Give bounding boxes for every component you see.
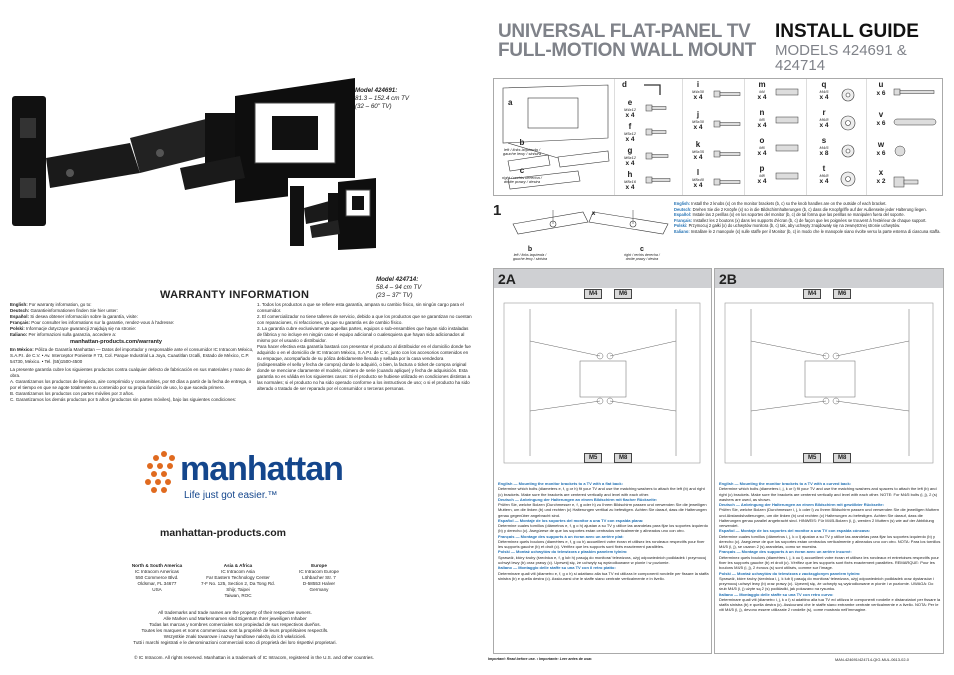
part-p: p M8 x 4 — [757, 164, 767, 186]
step-2b-number: 2B — [719, 271, 737, 287]
spacers-icon — [774, 85, 804, 193]
trademark-notice: All trademarks and trade names are the property of their respective owners. Alle Marken und Markennamen sind Eigentum Ihrer jeweiligen Inhaber Todas las marcas y nombres comerciales son propiedad de sus respectivos dueños. Toutes les marques et noms commerciaux sont la propriété de leurs propriétaires respectifs. Wszystkie znaki towarowe i nazwy handlowe należą do ich właścicieli. Tutti i marchi registrati e le denominazioni commerciali sono di proprietà dei loro rispettivi proprietari. — [133, 610, 337, 645]
tag-m5-2a: M5 — [584, 453, 602, 463]
part-u: u x 6 — [876, 80, 886, 97]
warranty-column-1 — [10, 302, 255, 403]
tag-m4-2a: M4 — [584, 289, 602, 299]
warranty-line-pl: Polski: Informacje dotyczące gwarancji znajdują się na stronie: — [10, 325, 137, 331]
office-americas: North & South America IC Intracom Americas 550 Commerce Blvd. Oldsmar, FL 34677 USA — [131, 563, 183, 592]
step-2b-instructions — [719, 481, 941, 613]
step-2a-instructions — [498, 481, 709, 581]
model-424714-size-in: (23 – 37" TV) — [376, 291, 413, 299]
step1-c-label: c right / rechts derecha / droite prawy / destra — [624, 246, 660, 261]
guide-title: UNIVERSAL FLAT-PANEL TV FULL-MOTION WALL MOUNT — [498, 21, 756, 61]
step-2a-fr: Français — Montage des supports à un écran avec un arrière plat: Déterminez quels boulons (diamètres e, f, g ou h) accueillent votre écran et utilisez les rondeaux respectifs pour fixer les supports gauche (b) et droit (c). Vérifiez que les supports sont fixés exactement parallèles. — [498, 533, 705, 550]
step-2a-de: Deutsch — Anbringung der Halterungen an einem Bildschirm mit flacher Rückseite: Prüfen Sie, welche Bolzen (Durchmesser e, f, g oder h) zu Ihrem Bildschirm passen und verwenden Sie die jeweiligen Muttern, um die linken (b) und rechten (c) Halterungen vertikal zu befestigen. Achten Sie darauf, dass die Halterungen genau gegenüber angebracht sind. — [498, 496, 707, 518]
step-2a-drawing — [500, 301, 706, 467]
footer-note: Important: Read before use. • Importante: Leer antes de usar. — [488, 657, 593, 661]
warranty-cond-3: 3. La garantía cubre exclusivamente aquellas partes, equipos o sub-ensambles que hayan sido instaladas de fábrica y no incluye en ningún caso el equipo adicional o cualesquiera que hayan sido adicionados al mismo por el usuario o distribuidor. — [257, 325, 469, 343]
part-m: m M4 x 4 — [757, 80, 767, 102]
parts-col-2 — [682, 79, 704, 195]
warranty-title: WARRANTY INFORMATION — [160, 289, 310, 301]
model-424714-caption — [376, 276, 466, 299]
part-v: v x 6 — [876, 110, 886, 127]
part-n: n M5 x 4 — [757, 108, 767, 130]
tag-m8-2b: M8 — [833, 453, 851, 463]
step-2b-de: Deutsch — Anbringung der Halterungen an einem Bildschirm mit gewölbter Rückseite: Prüfen Sie, welche Bolzen (Durchmesser i, j, k oder l) zu Ihrem Bildschirm passen und verwenden Sie die jeweiligen Muttern und Abstandshalterungen, um die linken (b) und rechten (c) Halterungen zu befestigen. Achten Sie darauf, dass die Halterungen genau parallel angebracht sind. HINWEIS: Für M4/5-Bolzen (i, j), werden 2 Muttern (s) wie auf der Abbildung verwendet. — [719, 502, 940, 529]
warranty-cond-2: 2. El comercializador no tiene talleres de servicio, debido a que los productos que se garantizan no cuentan con reparaciones, ni refacciones, ya que su garantía es de cambio físico. — [257, 313, 472, 325]
step-2a-en: English — Mounting the monitor brackets to a TV with a flat back: Determine which bolts (diameters e, f, g or h) fit your TV and use the matching washers to attach the left (b) and right (c) brackets. Make sure the brackets are centered vertically and level with each other. — [498, 481, 705, 497]
parts-col-3 — [744, 79, 767, 195]
warranty-list-c: C. Garantizamos los demás productos por 5 años (productos sin partes móviles), bajo las siguientes condiciones: — [10, 397, 237, 403]
step-2b-drawing — [721, 301, 939, 467]
document-code: MAN-424691/424714-QIG-MUL-0613-02-0 — [835, 657, 909, 662]
warranty-line-it: Italiano: Per informazioni sulla garanzia, accedere a: — [10, 331, 117, 337]
parts-col-5 — [866, 79, 886, 195]
part-i: i M4x30 x 4 — [691, 80, 704, 102]
step-2a-it: Italiano — Montaggio delle staffe su una TV con il retro piatto: Determinare quali viti (diametro e, f, g o h) si adattano alla tua TV ed utilizza le componenti rondelle per fissare la staffa sinistra (b) e quella destra (c). Assicurarsi che le staffe siano centrate verticalmente e in livello. — [498, 565, 709, 581]
tag-m4-2b: M4 — [803, 289, 821, 299]
parts-col-4 — [806, 79, 829, 195]
part-x: x x 2 — [876, 168, 886, 185]
warranty-list-b: B. Garantizamos los productos con partes móviles por 3 años. — [10, 391, 135, 397]
manhattan-logo — [142, 446, 342, 508]
hex-key-icon — [642, 83, 664, 97]
step-2a-header — [494, 269, 711, 288]
part-c: c right / rechts derecha / droite prawy / destra — [502, 166, 542, 185]
part-r: r M6/8 x 4 — [819, 108, 829, 130]
washers-icon — [836, 85, 866, 193]
part-w: w x 6 — [876, 140, 886, 157]
step1-x-label: x — [592, 211, 596, 217]
warranty-line-en: English: For warranty information, go to: — [10, 302, 92, 307]
step-2b-en: English — Mounting the monitor brackets to a TV with a curved back: Determine which bolts (diameters i, j, k or l) fit your TV and use the matching washers and spacers to attach the left (b) and right (c) brackets. Make sure the brackets are centered vertically and level with each other. NOTE: For M4/5 bolts (i, j), 2 (s) washers are used, as shown. — [719, 481, 938, 502]
tag-m8-2a: M8 — [614, 453, 632, 463]
part-d: d — [622, 80, 627, 89]
step1-en: English: Install the 2 knobs (x) on the monitor brackets (b, c) so the knob handles are on the outside of each bracket. — [674, 201, 887, 206]
step-2b-it: Italiano — Montaggio delle staffe su una TV con retro curvo: Determinare quali viti (diametro i, j, k o l) si adattino alla tua TV ed utilizza le componenti rondelle e distanziatori per fissare la staffa sinistra (b) e quella destra (c). Assicurarsi che le staffe siano entrambe centrate verticalmente e a livello. NOTA: Per le viti M4/5 (i, j), devono essere utilizzate 2 rondelle (s), come mostrato nell'immagine. — [719, 591, 941, 613]
parts-col-1 — [614, 79, 636, 195]
part-e: e M4x12 x 4 — [623, 98, 636, 120]
step-2a-pl: Polski — Montaż uchwytów do telewizora z płaskim panelem tylnim: Sprawdź, który śruby (średnica e, f, g lub h) pasują do monitora/ telewizora, użyj odpowiednich podkładek i przymocuj uchwyt lewy (b) oraz prawy (c). Upewnij się, że uchwyty są wyśrodkowane w pionie i w poziomie. — [498, 549, 707, 565]
warranty-line-es: Español: Si desea obtener información sobre la garantía, visite: — [10, 313, 138, 319]
products-url[interactable]: manhattan-products.com — [160, 527, 287, 539]
step1-fr: Français: Installez les 2 boutons (x) dans les supports d'écran (b, c) de façon que les poignées se trouvent à l'extérieur de chaque support. — [674, 217, 927, 223]
part-g: g M6x12 x 4 — [623, 146, 636, 168]
part-h: h M8x16 x 4 — [623, 170, 636, 192]
step1-instructions — [674, 201, 944, 234]
step-2b-header — [715, 269, 943, 288]
warranty-mexico-2: La presente garantía cubre los siguientes productos contra cualquier defecto de fabricación en sus materiales y mano de obra. — [10, 367, 251, 379]
warranty-mexico: En México: Póliza de Garantía Manhattan — Datos del importador y responsable ante el consumidor IC Intracom México, S.A.P.I. de C.V. • Av. Interceptor Poniente # 73, Col. Parque Industrial La Joya, Cuautitlan Izcalli, Estado de México, C.P. 54730, México. • Tel. (55)1500-4500 — [10, 347, 254, 365]
step-2b-fr: Français — Montage des supports à un écran avec un arrière incurvé: Déterminez quels boulons (diamètres i, j, k ou l) accueillent votre écran et utilisez les rondeaux et entretoises respectifs pour fixer les supports gauche (b) et droit (c). Vérifiez que les supports sont fixés exactement parallèles. REMARQUE: Pour les boulons M4/5 (i, j), 2 écrous (s) sont utilisés, comme sur l'image. — [719, 549, 939, 571]
step1-es: Español: Instale las 2 perillas (x) en los soportes del monitor (b, c) de tal forma que las perillas se manipulen fuera del soporte. — [674, 212, 905, 218]
warranty-line-fr: Français: Pour consulter les informations sur la garantie, rendez-vous à l'adresse: — [10, 319, 175, 325]
office-europe: Europe IC Intracom Europe Löhbacher Str. 7 D-58553 Halver Germany — [299, 563, 339, 592]
warranty-cond-1: 1. Todos los productos a que se refiere esta garantía, ampara su cambio físico, sin ningún cargo para el consumidor. — [257, 302, 464, 313]
part-q: q M4/5 x 4 — [819, 80, 829, 102]
model-424714-title: Model 424714: — [376, 276, 419, 283]
part-o: o M6 x 4 — [757, 136, 767, 158]
warranty-url[interactable]: manhattan-products.com/warranty — [70, 338, 163, 345]
part-j: j M5x30 x 4 — [691, 110, 704, 132]
part-k: k M6x35 x 4 — [691, 140, 704, 162]
step-2a-panel — [493, 268, 712, 654]
tag-m6-2b: M6 — [833, 289, 851, 299]
copyright: © IC Intracom. All rights reserved. Manhattan is a trademark of IC Intracom, registered in the U.S. and other countries. — [134, 655, 374, 660]
offices — [118, 563, 358, 599]
short-bolts-icon — [644, 99, 678, 195]
office-asia: Asia & Africa IC Intracom Asia Far Eastern Technology Center 7-F No. 125, Section 2, Da Tong Rd. Shijr, Taipei Taiwan, ROC — [201, 563, 275, 598]
part-l: l M8x40 x 4 — [691, 168, 704, 190]
tag-m6-2a: M6 — [614, 289, 632, 299]
models-title: MODELS 424691 & 424714 — [775, 42, 907, 74]
install-guide-title: INSTALL GUIDE — [775, 21, 919, 42]
step-2a-es: Español — Montaje de los soportes del monitor a una TV con espalda plana: Determine cuales tornillos (diámetros e, f, g o h) ajustan a su TV y utilice las arandelas para fijar los soportes izquierdo (b) y derecho (c). Asegúrese de que los soportes estan centrados verticalmente y alineados uno con otro. — [498, 517, 709, 534]
step1-it: Italiano: Installare le 2 manopole (x) sulle staffe per il Monitor (b, c) in modo che le manopole siano rivolte verso la parte esterna di ciascuna staffa. — [674, 228, 941, 234]
step-2a-number: 2A — [498, 271, 516, 287]
model-424691-size: 81.3 – 152.4 cm TV — [355, 94, 409, 102]
model-424714-size: 58.4 – 94 cm TV — [376, 283, 422, 291]
part-a: a — [508, 98, 513, 107]
long-bolts-icon — [712, 85, 742, 193]
warranty-column-2 — [257, 302, 472, 392]
model-424691-size-in: (32 – 60" TV) — [355, 102, 392, 110]
part-b: b left / links izquierda / gauche lewy / sinistra — [502, 138, 542, 157]
parts-list — [493, 78, 943, 196]
brand-name: manhattan — [180, 450, 343, 488]
part-t: t M6/8 x 4 — [819, 164, 829, 186]
step1-b-label: b left / links izquierda / gauche lewy / sinistra — [512, 246, 548, 261]
part-s: s M4/5 x 8 — [819, 136, 829, 158]
tag-m5-2b: M5 — [803, 453, 821, 463]
step-1-number: 1 — [493, 202, 502, 219]
step1-pl: Polski: Przymocuj 2 gałki (x) do uchwytów monitora (b, c) tak, aby uchwyty znajdowały się na zewnętrznej stronie uchwytów. — [674, 223, 901, 229]
step-2b-pl: Polski — Montaż uchwytów do telewizora z zaokrąglonym panelem tylnim: Sprawdź, które śruby (średnica i, j, k lub l) pasują do monitora/ telewizora, użyj odpowiednich podkładek oraz dystansów i przymocuj uchwyt lewy (b) oraz prawy (c). Upewnij się, że uchwyty są wyśrodkowane w pionie i w poziomie. UWAGA: Do śrub M4/5 (i, j) użyte są 2 (s) podkładki, jak pokazano na rysunku. — [719, 570, 934, 592]
step1-de: Deutsch: Drehen Sie die 2 Knöpfe (x) so in die Bildschirmhalterungen (b, c) dass die Knopfgriffe auf der Außenseite jeder Halterung liegen. — [674, 206, 927, 212]
step-2b-es: Español — Montaje de los soportes del monitor a una TV con espalda cóncava: Determine cuales tornillos (diámetros i, j, k o l) ajustan a su TV y utilice las arandelas para fijar los soportes izquierdo (b) y derecho (c). Asegúrese de que los soportes estan centrados verticalmente y alineados uno con otro. NOTA: Para los tornillos M4/5 (i, j), se usaron 2 (s) arandelas, como se muestra. — [719, 528, 941, 550]
warranty-line-de: Deutsch: Garantieinformationen finden Sie hier unter: — [10, 307, 118, 313]
warranty-list-a: A. Garantizamos los productos de limpieza, aire comprimido y consumibles, por 60 días a partir de la fecha de entrega, o por el tiempo en que se agote totalmente su contenido por su propia función de uso, lo que suceda primero. — [10, 379, 252, 391]
part-f: f M5x12 x 4 — [623, 122, 636, 144]
warranty-cond-4: Para hacer efectiva esta garantía bastará con presentar el producto al distribuidor en el domicilio donde fue adquirido o en el domicilio de IC Intracom México, S.A.P.I. de C.V., junto con los accesorios contenidos en su empaque, acompañado de su póliza debidamente llenada y sellada por la casa vendedora (indispensable el sello y fecha de compra) donde lo adquirió, o bien, la factura o ticket de compra original donde se mencione claramente el modelo, número de serie (cuando aplique) y fecha de adquisición. Esta garantía no es válida en los siguientes casos: Si el producto se hubiese utilizado en condiciones distintas a las normales; si el producto no ha sido operado conforme a los instructivos de uso; o si el producto ha sido alterado o tratado de ser reparado por el consumidor o terceras personas. — [257, 343, 471, 391]
wall-anchors-icon — [892, 85, 940, 193]
model-424691-caption — [355, 87, 445, 110]
model-424691-title: Model 424691: — [355, 87, 398, 94]
step-2b-panel — [714, 268, 944, 654]
product-photo-424714 — [288, 178, 378, 283]
brand-tagline: Life just got easier.™ — [184, 490, 278, 501]
